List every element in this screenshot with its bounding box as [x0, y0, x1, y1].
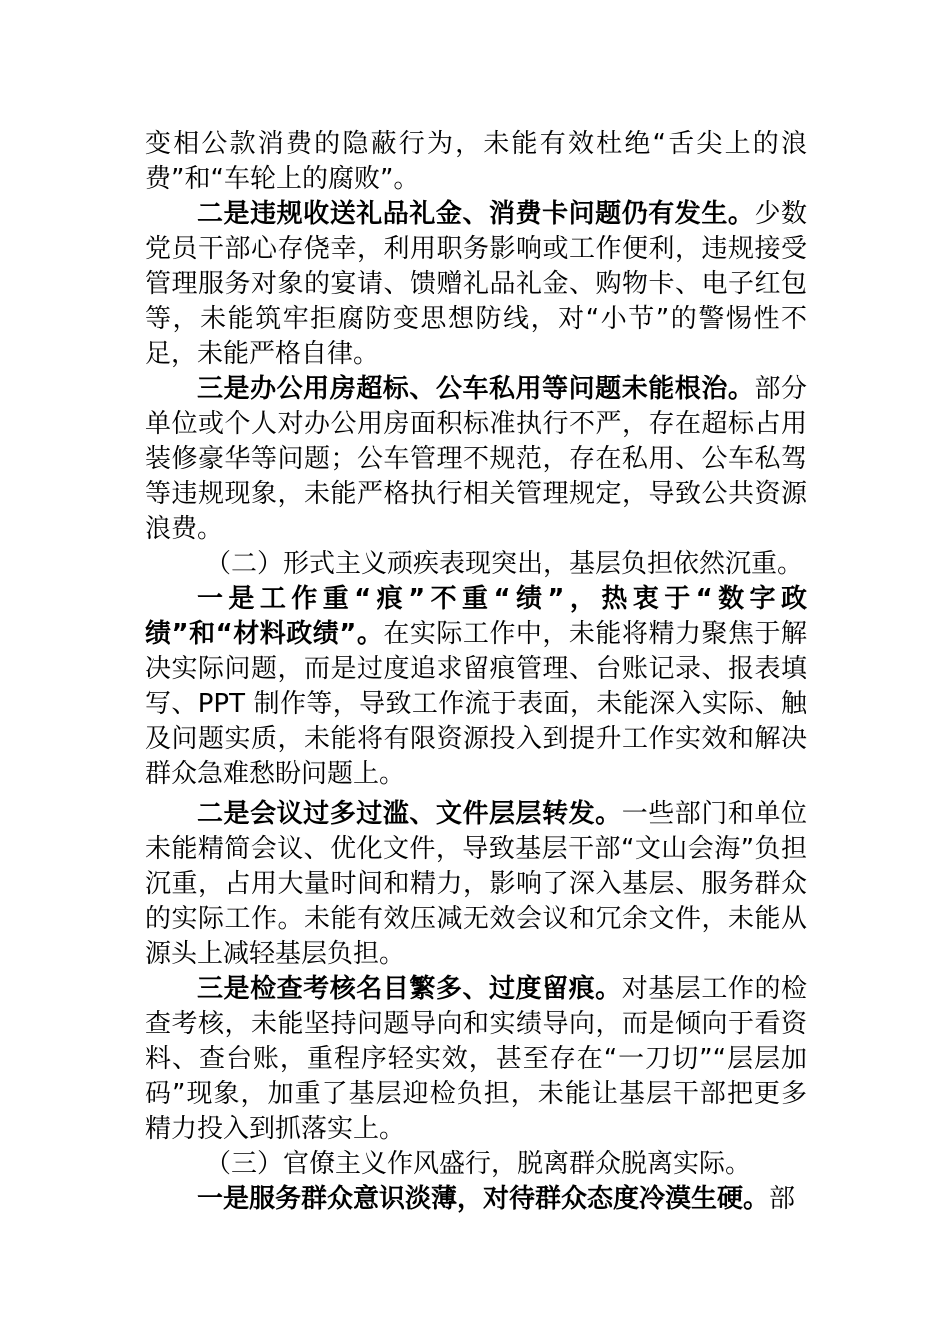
paragraph-heading: 二是会议过多过滥、文件层层转发。 — [197, 799, 622, 829]
paragraph-office-cars — [145, 372, 807, 547]
paragraph-continuation — [145, 127, 807, 197]
document-body — [145, 127, 807, 1217]
paragraph-gifts — [145, 197, 807, 372]
paragraph-heading: 二是违规收送礼品礼金、消费卡问题仍有发生。 — [197, 199, 755, 229]
section-heading-text: （二）形式主义顽疾表现突出，基层负担依然沉重。 — [205, 549, 804, 579]
paragraph-text: 在实际工作中，未能将精力聚焦于解决实际问题，而是过度追求留痕管理、台账记录、报表填写、PPT 制作等，导致工作流于表面，未能深入实际、触及问题实质，未能将有限资源投入到提升工作实效和解决群众急难愁盼问题上。 — [145, 619, 807, 789]
paragraph-service-awareness — [145, 1182, 807, 1217]
paragraph-text: 部 — [769, 1184, 796, 1214]
paragraph-heading: 一是服务群众意识淡薄，对待群众态度冷漠生硬。 — [197, 1184, 770, 1214]
paragraph-text: 变相公款消费的隐蔽行为，未能有效杜绝“舌尖上的浪费”和“车轮上的腐败”。 — [145, 129, 807, 194]
paragraph-meetings — [145, 797, 807, 972]
paragraph-heading: 三是办公用房超标、公车私用等问题未能根治。 — [197, 374, 755, 404]
section-heading-formalism — [145, 547, 807, 582]
paragraph-text: 部分单位或个人对办公用房面积标准执行不严，存在超标占用装修豪华等问题；公车管理不规范，存在私用、公车私驾等违规现象，未能严格执行相关管理规定，导致公共资源浪费。 — [145, 374, 807, 544]
section-heading-bureaucratism — [145, 1147, 807, 1182]
paragraph-inspections — [145, 972, 807, 1147]
paragraph-text: 少数党员干部心存侥幸，利用职务影响或工作便利，违规接受管理服务对象的宴请、馈赠礼品礼金、购物卡、电子红包等，未能筑牢拒腐防变思想防线，对“小节”的警惕性不足，未能严格自律。 — [145, 199, 807, 369]
section-heading-text: （三）官僚主义作风盛行，脱离群众脱离实际。 — [205, 1149, 752, 1179]
paragraph-heading: 一是工作重“痕”不重“绩”，热衷于“数字政绩”和“材料政绩”。 — [145, 584, 807, 649]
paragraph-text: 一些部门和单位未能精简会议、优化文件，导致基层干部“文山会海”负担沉重，占用大量时间和精力，影响了深入基层、服务群众的实际工作。未能有效压减无效会议和冗余文件，未能从源头上减轻基层负担。 — [145, 799, 807, 969]
paragraph-heading: 三是检查考核名目繁多、过度留痕。 — [197, 974, 622, 1004]
paragraph-traces — [145, 582, 807, 792]
paragraph-text: 对基层工作的检查考核，未能坚持问题导向和实绩导向，而是倾向于看资料、查台账，重程序轻实效，甚至存在“一刀切”“层层加码”现象，加重了基层迎检负担，未能让基层干部把更多精力投入到抓落实上。 — [145, 974, 807, 1144]
